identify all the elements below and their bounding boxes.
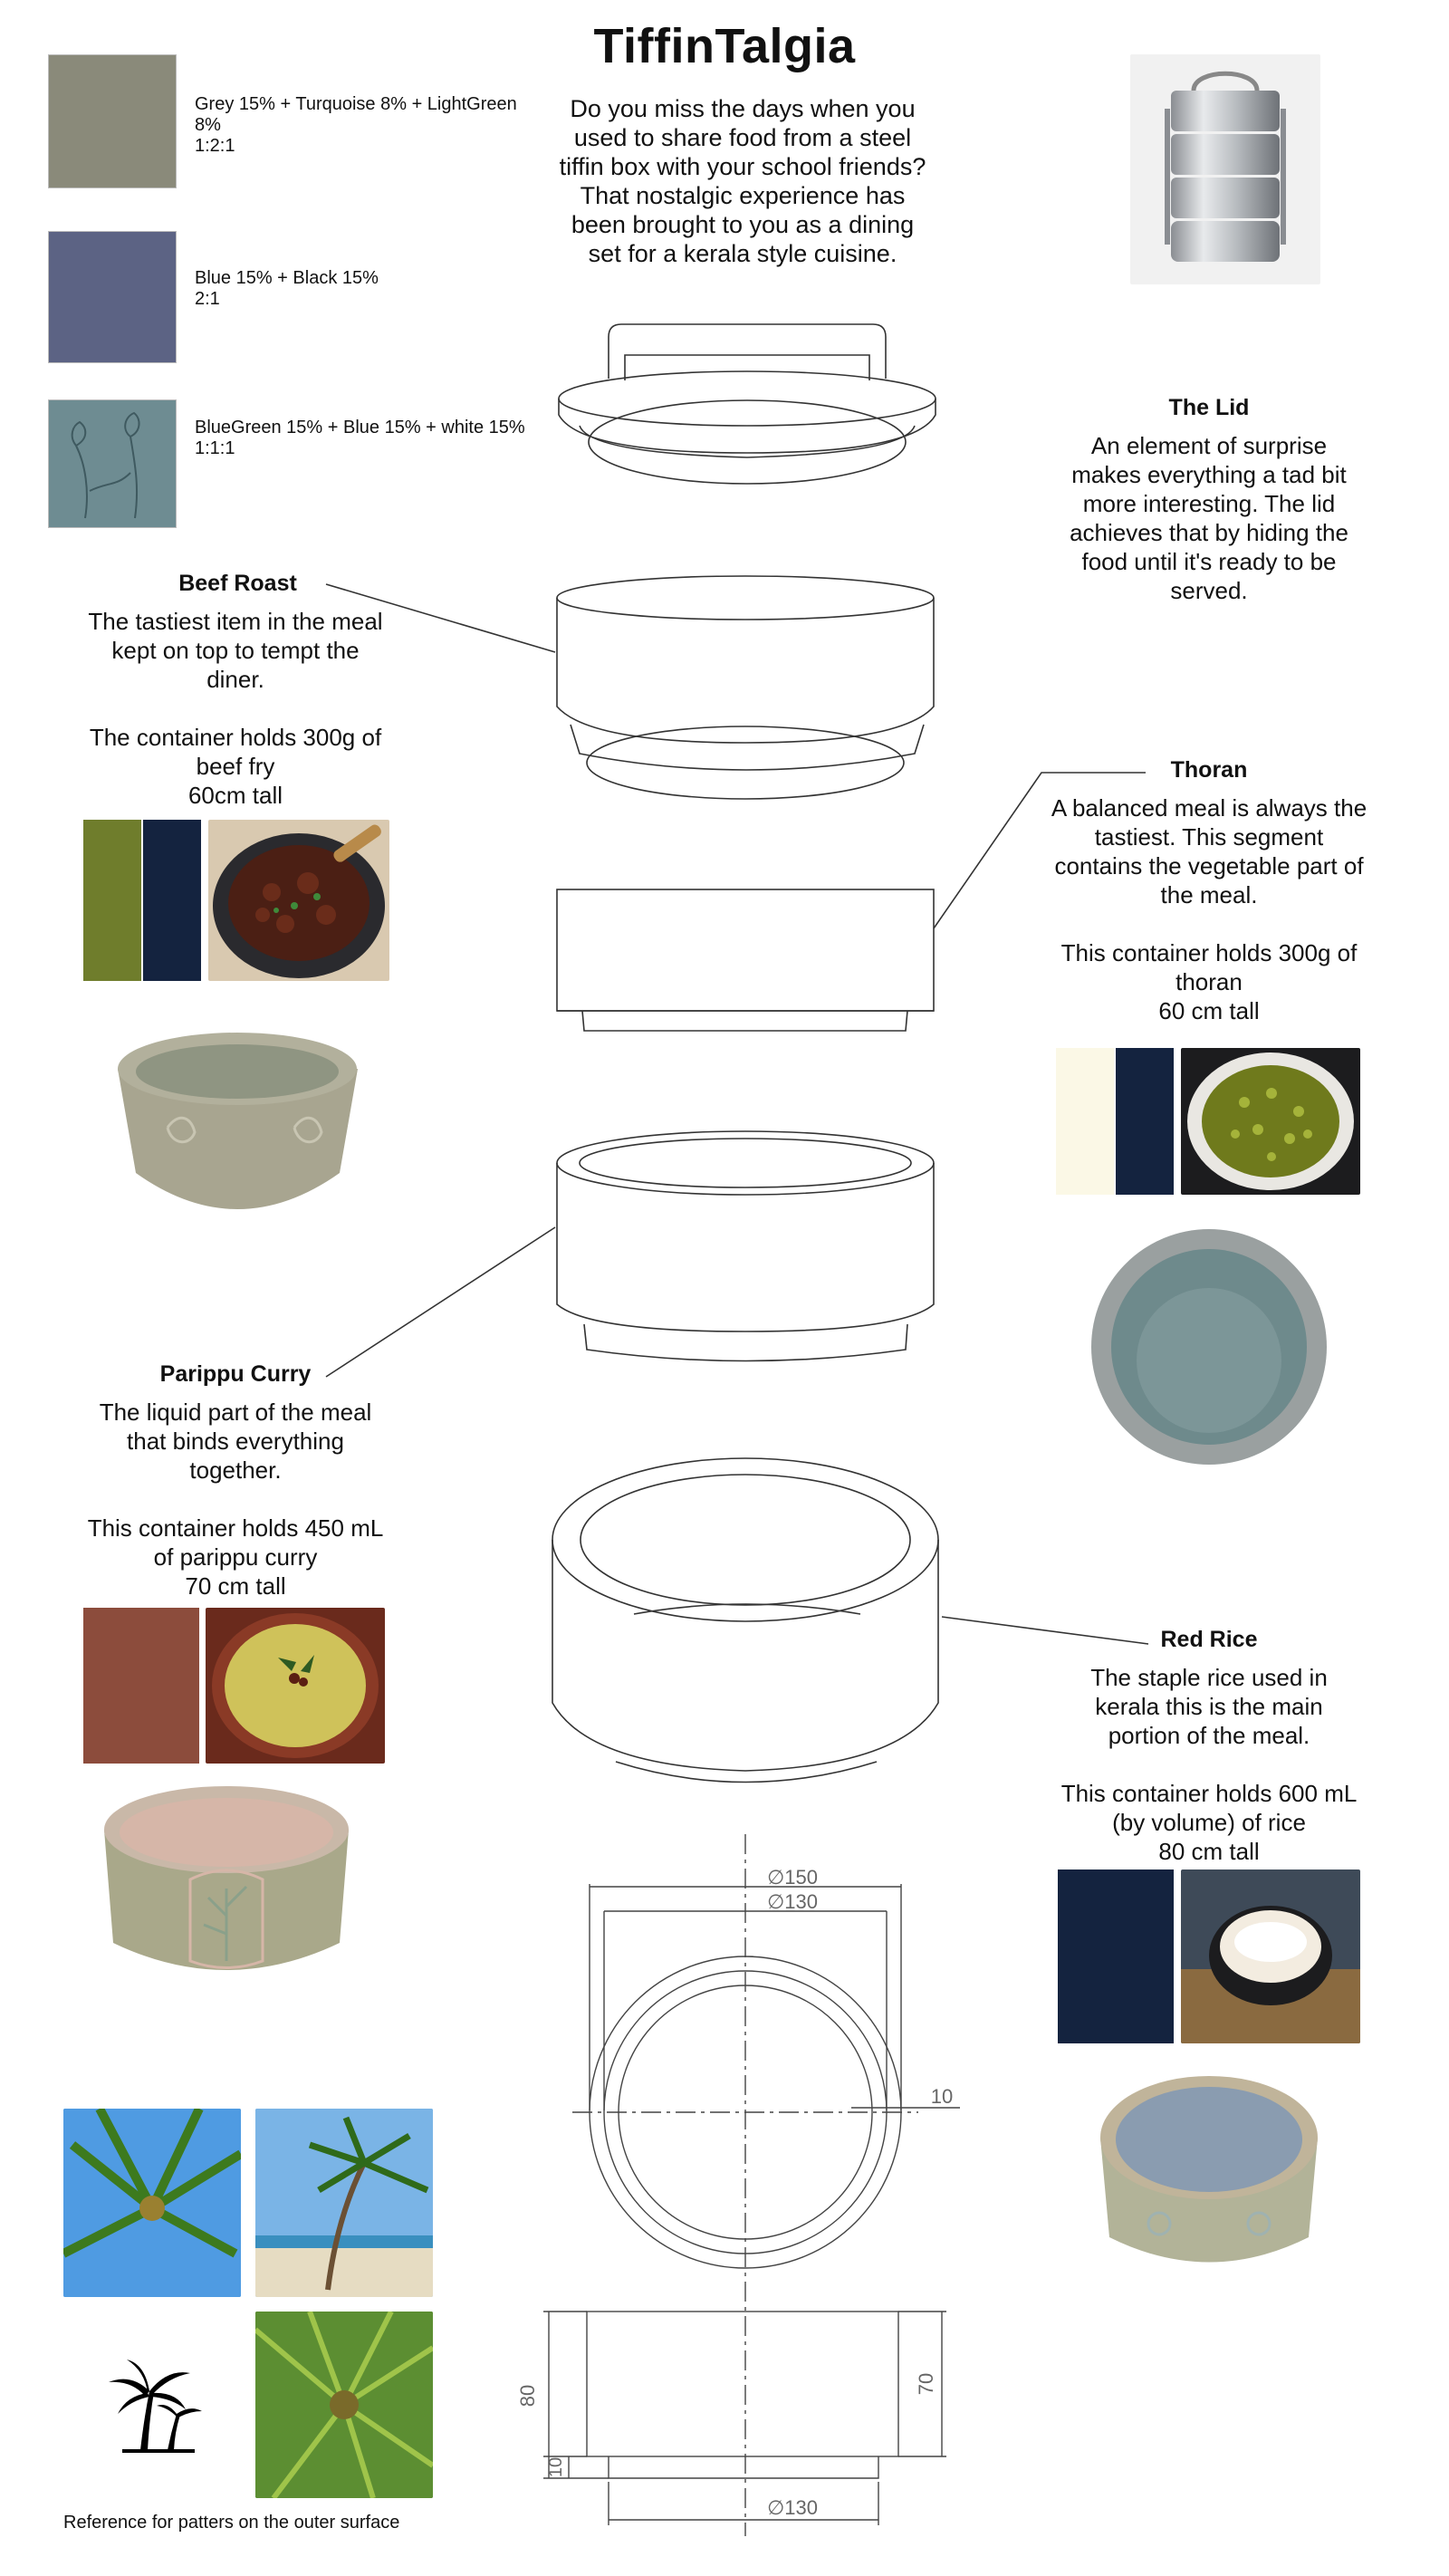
reference-caption: Reference for patters on the outer surface	[63, 2513, 400, 2533]
beef-capacity: The container holds 300g of beef fry 60cm tall	[89, 724, 382, 809]
lid-heading: The Lid	[1168, 395, 1250, 420]
rice-capacity: This container holds 600 mL (by volume) of rice 80 cm tall	[1060, 1780, 1358, 1865]
thoran-heading: Thoran	[1170, 757, 1248, 783]
dim-base-diameter-label: ∅130	[767, 2496, 818, 2519]
rice-text: The staple rice used in kerala this is the main portion of the meal.	[1090, 1664, 1328, 1749]
rice-heading: Red Rice	[1160, 1627, 1258, 1652]
thoran-container-drawing	[557, 889, 934, 1031]
lid-drawing	[559, 324, 936, 484]
dim-inner-label: ∅130	[767, 1890, 818, 1913]
swatch-3-label: BlueGreen 15% + Blue 15% + white 15% 1:1:1	[195, 418, 525, 458]
rice-connector	[942, 1617, 1148, 1644]
intro-text: Do you miss the days when you used to share food from a steel tiffin box with your school friends? That nostalgic experience has been brought to you as a dining set for a kerala style cuisine.	[559, 95, 926, 267]
thoran-connector	[934, 773, 1146, 928]
thoran-capacity: This container holds 300g of thoran 60 cm tall	[1060, 939, 1358, 1024]
beef-text: The tastiest item in the meal kept on top to tempt the diner.	[88, 608, 383, 693]
dim-wall-label: 10	[930, 2085, 954, 2108]
parippu-capacity: This container holds 450 mL of parippu curry 70 cm tall	[87, 1514, 384, 1600]
dim-height-body-label: 70	[915, 2372, 937, 2396]
top-view-drawing	[572, 1834, 960, 2536]
beef-connector	[326, 584, 555, 652]
dim-base-label: 10	[546, 2456, 566, 2478]
parippu-heading: Parippu Curry	[159, 1361, 312, 1387]
beef-heading: Beef Roast	[178, 571, 297, 596]
lid-text: An element of surprise makes everything a tad bit more interesting. The lid achieves that by hiding the food until it's ready to be served.	[1070, 432, 1348, 604]
parippu-container-drawing	[557, 1131, 934, 1361]
parippu-text: The liquid part of the meal that binds everything together.	[99, 1399, 372, 1484]
swatch-1-label: Grey 15% + Turquoise 8% + LightGreen 8% 1:2:1	[195, 94, 517, 156]
parippu-connector	[326, 1227, 555, 1377]
page-title: TiffinTalgia	[593, 19, 856, 73]
beef-container-drawing	[557, 576, 934, 799]
swatch-2-label: Blue 15% + Black 15% 2:1	[195, 268, 379, 309]
thoran-text: A balanced meal is always the tastiest. This segment contains the vegetable part of the meal.	[1051, 794, 1367, 908]
rice-container-drawing	[552, 1458, 938, 1783]
dim-height-total-label: 80	[516, 2384, 539, 2408]
dim-outer-label: ∅150	[767, 1866, 818, 1889]
